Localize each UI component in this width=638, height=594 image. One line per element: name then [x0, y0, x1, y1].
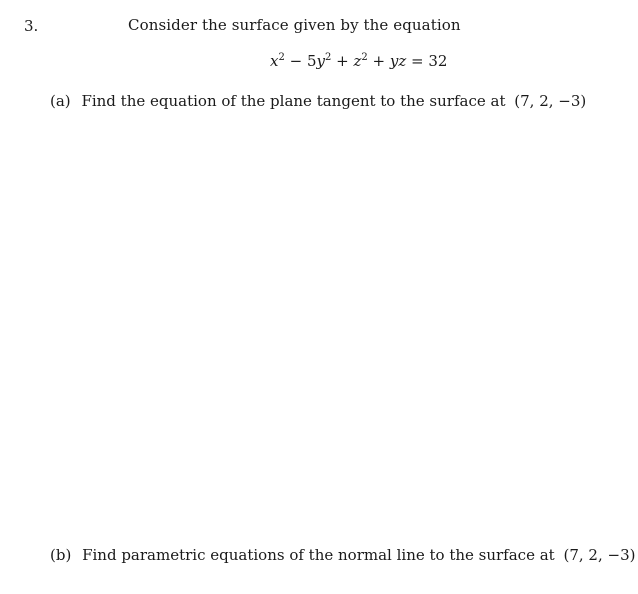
eq-equals-rhs: = 32	[406, 52, 448, 70]
eq-op-plus-1: +	[331, 52, 354, 70]
eq-term-yz: yz	[389, 52, 407, 70]
part-b-point: (7, 2, −3)	[563, 546, 636, 564]
part-b	[50, 546, 635, 564]
eq-coef-y: 5	[306, 52, 317, 70]
problem-number: 3.	[24, 17, 39, 35]
part-a-label: (a)	[50, 92, 71, 110]
part-b-label: (b)	[50, 546, 72, 564]
eq-var-x: x	[270, 52, 279, 70]
eq-var-y: y	[316, 52, 325, 70]
eq-exp-y: 2	[324, 52, 332, 63]
eq-var-z: z	[353, 52, 362, 70]
eq-exp-z: 2	[361, 52, 368, 63]
problem-intro: Consider the surface given by the equation	[128, 16, 461, 34]
part-b-text: Find parametric equations of the normal line to the surface at	[82, 546, 555, 564]
eq-op-minus: −	[284, 52, 307, 70]
eq-op-plus-2: +	[367, 52, 390, 70]
part-a-point: (7, 2, −3)	[514, 92, 587, 110]
part-a-text: Find the equation of the plane tangent to the surface at	[81, 92, 506, 110]
part-a	[50, 92, 586, 110]
surface-equation	[270, 52, 447, 70]
eq-exp-x: 2	[278, 52, 285, 63]
